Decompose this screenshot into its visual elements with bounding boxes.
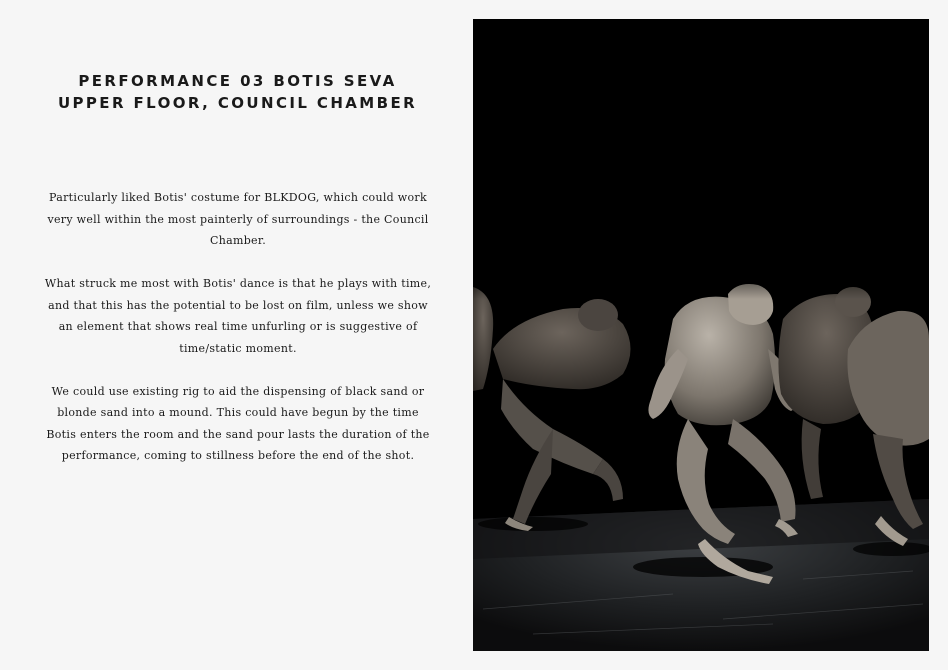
heading-line-1: PERFORMANCE 03 BOTIS SEVA [78,72,397,90]
dance-performance-photo [473,19,929,651]
page-heading [40,70,435,114]
paragraph-1: Particularly liked Botis' costume for BLKDOG, which could work very well within the most painterly of surroundings - the Council Chamber. [47,191,429,247]
dancers-illustration [473,19,929,651]
heading-line-2: UPPER FLOOR, COUNCIL CHAMBER [57,94,418,112]
body-text [44,187,432,488]
paragraph-2: What struck me most with Botis' dance is that he plays with time, and that this has the potential to be lost on film, unless we show an element that shows real time unfurling or is suggestive of time/static moment. [44,277,432,355]
paragraph-3: We could use existing rig to aid the dispensing of black sand or blonde sand into a mound. This could have begun by the time Botis enters the room and the sand pour lasts the duration of the performance, coming to stillness before the end of the shot. [46,384,430,462]
